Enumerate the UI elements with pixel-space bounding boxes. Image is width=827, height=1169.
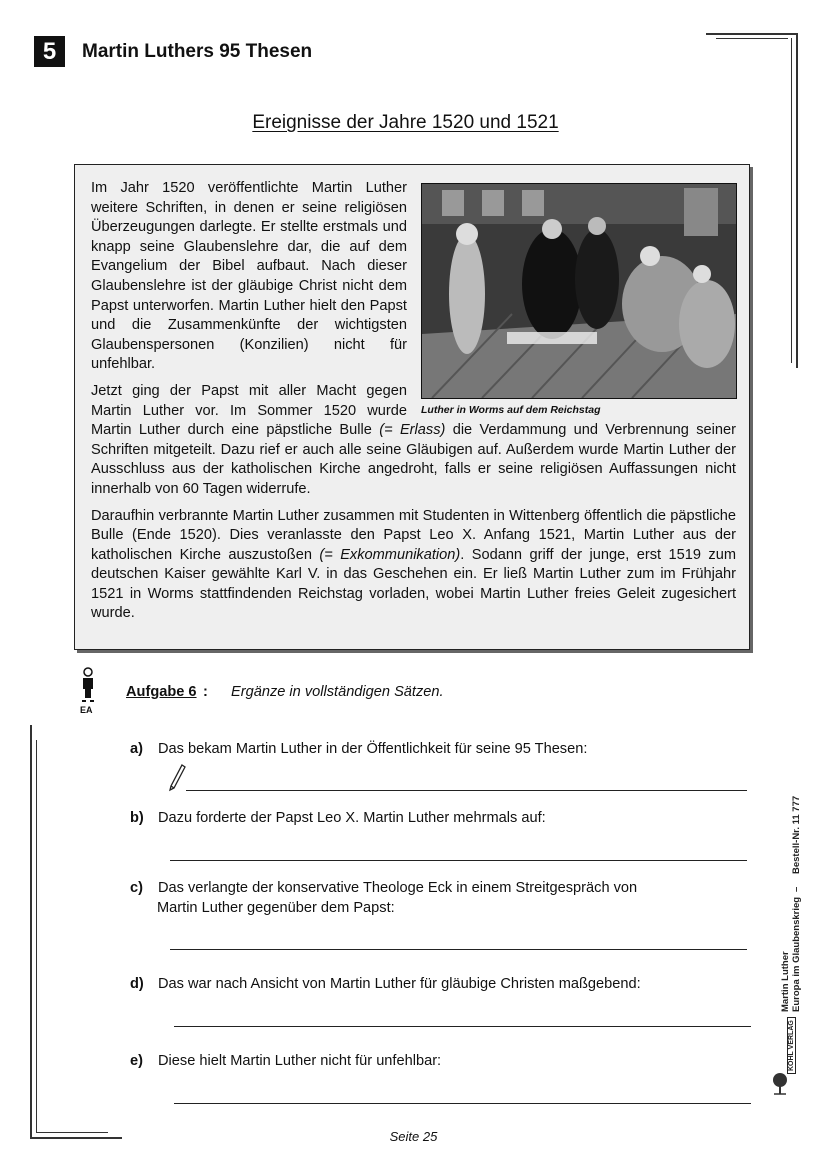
paragraph-3-text-a: Daraufhin verbrannte Martin Luther zusammen mit Studenten in Wittenberg öffentlich die päpstliche Bulle (Ende 1520). Dies veranlasste den Papst Leo X. Anfang 1521, Martin Luther aus der katholischen Kirche auszustoßen: [91, 507, 736, 563]
side-book-title: Martin Luther: [780, 951, 791, 1012]
paragraph-3-emphasis: (= Exkommunikation): [319, 546, 461, 563]
publisher-label: KOHL VERLAG: [787, 1017, 796, 1074]
chapter-number-badge: 5: [34, 36, 65, 67]
answer-line-e[interactable]: [174, 1103, 751, 1104]
question-letter: b): [130, 810, 144, 826]
paragraph-2-text-a: Jetzt ging der Papst mit aller Macht gegen Martin Luther vor. Im Sommer 1520 wurde Martin Luther durch eine päpstliche Bulle: [91, 382, 407, 439]
question-b: [130, 809, 546, 829]
woodcut-image: [421, 183, 737, 399]
paragraph-2-emphasis: (= Erlass): [379, 422, 446, 439]
question-e: [130, 1052, 441, 1072]
answer-line-b[interactable]: [170, 860, 747, 861]
corner-line-right-inner: [791, 38, 792, 363]
corner-line-right: [796, 33, 798, 368]
publisher-logo-icon: [770, 1068, 790, 1096]
corner-line-top-inner: [716, 38, 788, 39]
question-letter: a): [130, 741, 143, 757]
side-book-label: [780, 897, 802, 1012]
task-title: Aufgabe 6: [126, 684, 197, 700]
illustration: [421, 183, 739, 419]
corner-line-left: [30, 725, 32, 1138]
paragraph-3: [91, 507, 736, 625]
question-text: Diese hielt Martin Luther nicht für unfehlbar:: [158, 1053, 442, 1069]
page-heading: Ereignisse der Jahre 1520 und 1521: [252, 112, 559, 133]
pencil-icon: [168, 764, 186, 792]
corner-line-left-inner: [36, 740, 37, 1133]
question-text-continued: Martin Luther gegenüber dem Papst:: [157, 899, 395, 916]
work-mode-label: EA: [80, 705, 93, 715]
woodcut-illustration-icon: [422, 184, 736, 398]
question-text: Das verlangte der konservative Theologe Eck in einem Streitgespräch von: [158, 880, 638, 896]
paragraph-1: Im Jahr 1520 veröffentlichte Martin Luther weitere Schriften, in denen er seine religiösen Überzeugungen darlegte. Er stellte erstmals und knapp seine Glaubenslehre dar, die auf dem Evangelium der Bibel aufbaut. Nach dieser Glaubenslehre ist der gläubige Christ nicht dem Papst unterworfen. Martin Luther hielt den Papst und die Zusammenkünfte der wichtigsten Glaubenspersonen (Konzilien) nicht für unfehlbar.: [91, 180, 407, 373]
question-c: [130, 879, 637, 918]
question-text: Das bekam Martin Luther in der Öffentlichkeit für seine 95 Thesen:: [158, 741, 588, 757]
question-letter: d): [130, 976, 144, 992]
question-text: Das war nach Ansicht von Martin Luther für gläubige Christen maßgebend:: [158, 976, 641, 992]
answer-line-d[interactable]: [174, 1026, 751, 1027]
paragraph-2-text-b: die Verdammung und Verbrennung seiner Schriften mitgeteilt. Dazu rief er auch alle seine Gläubigen auf. Außerdem wurde Martin Luther der Ausschluss aus der katholischen Kirche angedroht, falls er seine religiösen Auffassungen nicht innerhalb von 60 Tagen widerrufe.: [91, 422, 736, 497]
chapter-title: Martin Luthers 95 Thesen: [82, 41, 313, 62]
info-textbox: [74, 164, 750, 650]
corner-line-top: [706, 33, 798, 35]
question-a: [130, 740, 587, 760]
task-title-colon: :: [203, 684, 208, 700]
answer-line-a[interactable]: [186, 790, 747, 791]
answer-line-c[interactable]: [170, 949, 747, 950]
page-number: Seite 25: [389, 1129, 438, 1144]
image-caption: Luther in Worms auf dem Reichstag: [421, 404, 601, 416]
side-book-subtitle: Europa im Glaubenskrieg: [791, 896, 802, 1012]
question-d: [130, 975, 641, 995]
single-work-person-icon: [80, 667, 96, 703]
task-instruction: Ergänze in vollständigen Sätzen.: [231, 684, 444, 700]
side-separator: –: [791, 886, 802, 892]
paragraph-3-text-b: . Sodann griff der junge, erst 1519 zum deutschen Kaiser gewählte Karl V. in das Geschehen ein. Er ließ Martin Luther zum im Frühjahr 1521 in Worms stattfindenden Reichstag vorladen, wobei Martin Luther freies Geleit zugesichert wurde.: [91, 546, 736, 622]
question-letter: c): [130, 880, 143, 896]
side-order-number: Bestell-Nr. 11 777: [791, 795, 802, 874]
question-letter: e): [130, 1053, 143, 1069]
info-text: [91, 179, 736, 631]
question-text: Dazu forderte der Papst Leo X. Martin Luther mehrmals auf:: [158, 810, 546, 826]
